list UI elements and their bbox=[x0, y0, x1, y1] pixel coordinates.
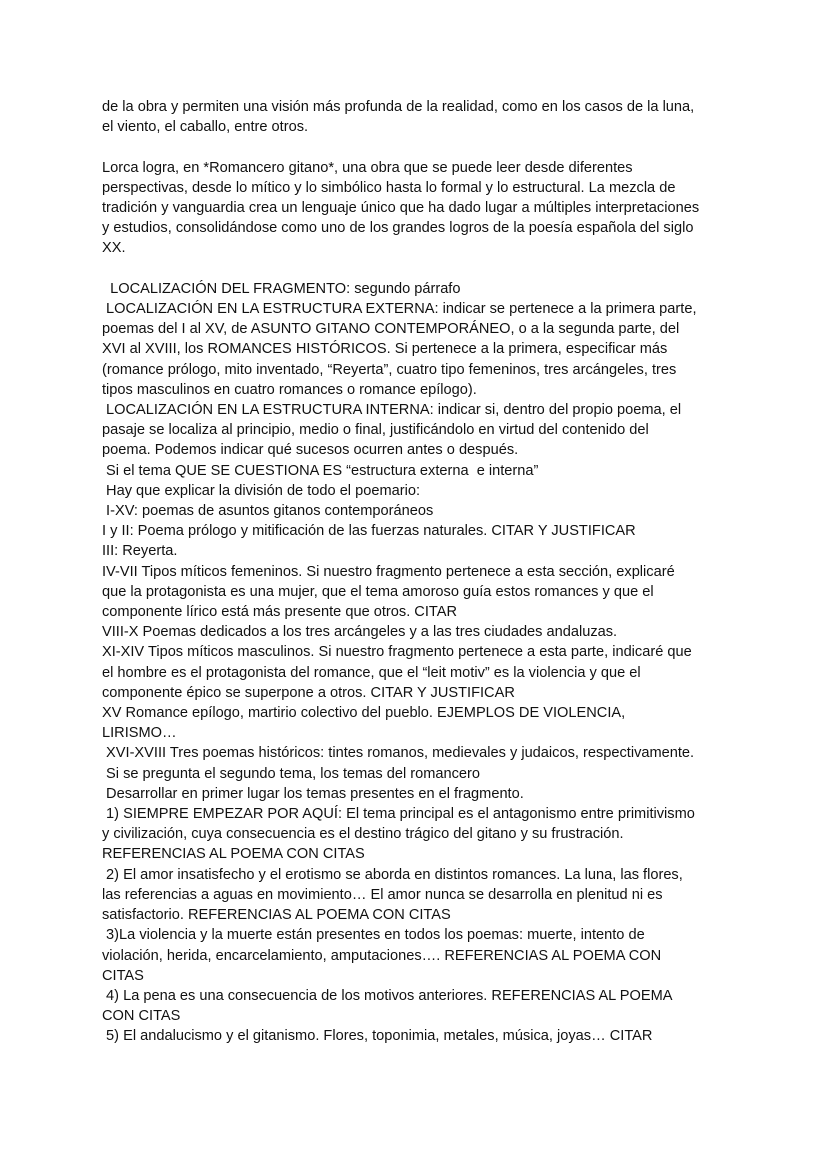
text-line: VIII-X Poemas dedicados a los tres arcángeles y a las tres ciudades andaluzas. bbox=[102, 624, 618, 641]
text-line: XX. bbox=[102, 240, 126, 257]
text-line: que la protagonista es una mujer, que el tema amoroso guía estos romances y que el bbox=[102, 583, 654, 600]
text-line: componente épico se superpone a otros. CITAR Y JUSTIFICAR bbox=[102, 684, 515, 701]
text-line: Si se pregunta el segundo tema, los temas del romancero bbox=[102, 765, 481, 782]
text-line: LIRISMO… bbox=[102, 725, 177, 742]
text-line: 5) El andalucismo y el gitanismo. Flores, toponimia, metales, música, joyas… CITAR bbox=[102, 1028, 653, 1045]
text-line: 3)La violencia y la muerte están presentes en todos los poemas: muerte, intento de bbox=[102, 927, 645, 944]
summary-paragraph bbox=[102, 158, 732, 259]
paragraph-gap bbox=[102, 137, 732, 157]
text-line: I-XV: poemas de asuntos gitanos contemporáneos bbox=[102, 503, 434, 520]
text-line: 1) SIEMPRE EMPEZAR POR AQUÍ: El tema principal es el antagonismo entre primitivismo bbox=[102, 806, 695, 823]
text-line: de la obra y permiten una visión más profunda de la realidad, como en los casos de la luna, bbox=[102, 99, 695, 115]
text-line: Lorca logra, en *Romancero gitano*, una obra que se puede leer desde diferentes bbox=[102, 159, 633, 176]
text-line: satisfactorio. REFERENCIAS AL POEMA CON CITAS bbox=[102, 907, 451, 924]
text-line: LOCALIZACIÓN EN LA ESTRUCTURA EXTERNA: indicar se pertenece a la primera parte, bbox=[102, 301, 697, 317]
text-line: el viento, el caballo, entre otros. bbox=[102, 119, 309, 136]
text-line: poemas del I al XV, de ASUNTO GITANO CONTEMPORÁNEO, o a la segunda parte, del bbox=[102, 321, 680, 338]
text-line: el hombre es el protagonista del romance, que el “leit motiv” es la violencia y que el bbox=[102, 664, 641, 681]
notes-body bbox=[102, 279, 732, 1047]
intro-paragraph bbox=[102, 97, 732, 137]
text-line: XVI-XVIII Tres poemas históricos: tintes romanos, medievales y judaicos, respectivamente. bbox=[102, 745, 695, 762]
text-line: violación, herida, encarcelamiento, amputaciones…. REFERENCIAS AL POEMA CON bbox=[102, 947, 662, 964]
text-line: IV-VII Tipos míticos femeninos. Si nuestro fragmento pertenece a esta sección, explicaré bbox=[102, 563, 675, 580]
text-line: CON CITAS bbox=[102, 1008, 181, 1025]
text-line: LOCALIZACIÓN EN LA ESTRUCTURA INTERNA: indicar si, dentro del propio poema, el bbox=[102, 402, 682, 419]
text-line: las referencias a aguas en movimiento… El amor nunca se desarrolla en plenitud ni es bbox=[102, 886, 663, 903]
text-line: y civilización, cuya consecuencia es el destino trágico del gitano y su frustración. bbox=[102, 826, 624, 843]
text-line: (romance prólogo, mito inventado, “Reyerta”, cuatro tipo femeninos, tres arcángeles, tres bbox=[102, 361, 677, 378]
text-line: y estudios, consolidándose como uno de los grandes logros de la poesía española del siglo bbox=[102, 220, 694, 237]
text-line: III: Reyerta. bbox=[102, 543, 178, 560]
text-line: tipos masculinos en cuatro romances o romance epílogo). bbox=[102, 381, 477, 398]
text-line: REFERENCIAS AL POEMA CON CITAS bbox=[102, 846, 365, 863]
text-line: XVI al XVIII, los ROMANCES HISTÓRICOS. Si pertenece a la primera, especificar más bbox=[102, 341, 668, 358]
text-line: tradición y vanguardia crea un lenguaje único que ha dado lugar a múltiples interpretaciones bbox=[102, 200, 700, 216]
text-line: Hay que explicar la división de todo el poemario: bbox=[102, 482, 420, 499]
text-line: 4) La pena es una consecuencia de los motivos anteriores. REFERENCIAS AL POEMA bbox=[102, 987, 673, 1004]
text-line: XV Romance epílogo, martirio colectivo del pueblo. EJEMPLOS DE VIOLENCIA, bbox=[102, 705, 626, 722]
text-line: Si el tema QUE SE CUESTIONA ES “estructura externa e interna” bbox=[102, 462, 539, 479]
text-line: 2) El amor insatisfecho y el erotismo se aborda en distintos romances. La luna, las flores, bbox=[102, 866, 683, 883]
text-line: poema. Podemos indicar qué sucesos ocurren antes o después. bbox=[102, 442, 519, 459]
text-line: LOCALIZACIÓN DEL FRAGMENTO: segundo párrafo bbox=[102, 280, 461, 297]
paragraph-gap bbox=[102, 259, 732, 279]
document-page bbox=[102, 97, 732, 1047]
text-line: I y II: Poema prólogo y mitificación de las fuerzas naturales. CITAR Y JUSTIFICAR bbox=[102, 523, 636, 540]
text-line: componente lírico está más presente que otros. CITAR bbox=[102, 604, 458, 621]
text-line: XI-XIV Tipos míticos masculinos. Si nuestro fragmento pertenece a esta parte, indicaré que bbox=[102, 644, 692, 661]
text-line: Desarrollar en primer lugar los temas presentes en el fragmento. bbox=[102, 785, 524, 802]
text-line: perspectivas, desde lo mítico y lo simbólico hasta lo formal y lo estructural. La mezcla de bbox=[102, 179, 676, 196]
text-line: CITAS bbox=[102, 967, 144, 984]
text-line: pasaje se localiza al principio, medio o final, justificándolo en virtud del contenido del bbox=[102, 422, 649, 439]
